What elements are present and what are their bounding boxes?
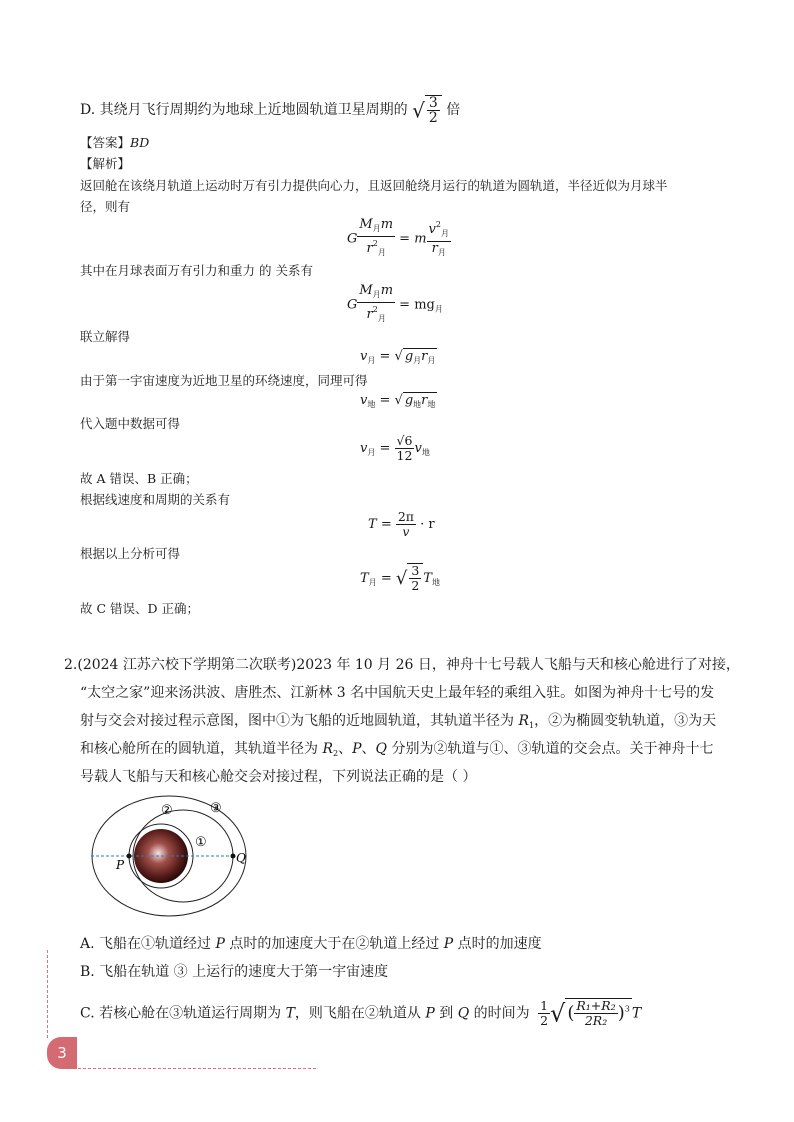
question2-line5: 号载人飞船与天和核心舱交会对接过程，下列说法正确的是（ ） bbox=[80, 769, 477, 785]
analysis-p9: 故 C 错误、D 正确； bbox=[80, 601, 200, 616]
option-a: A. 飞船在①轨道经过 P 点时的加速度大于在②轨道上经过 P 点时的加速度 bbox=[80, 936, 542, 952]
frac-den: 2 bbox=[428, 110, 438, 126]
page-deco-horizontal bbox=[78, 1068, 316, 1069]
formula-period-ratio: $T_月$ = √ $\frac{3}{2}$ $T_地$ bbox=[360, 563, 440, 593]
analysis-p1b: 径，则有 bbox=[80, 199, 131, 214]
option-b: B. 飞船在轨道 ③ 上运行的速度大于第一宇宙速度 bbox=[80, 964, 389, 980]
analysis-p3: 联立解得 bbox=[80, 329, 131, 344]
analysis-p7: 根据线速度和周期的关系有 bbox=[80, 492, 231, 507]
orbit-diagram bbox=[85, 790, 255, 920]
formula-gravity-weight: G $\frac{M_月m}{r^2_月}$ = $mg_月$ bbox=[347, 283, 443, 323]
analysis-p4: 由于第一宇宙速度为近地卫星的环绕速度，同理可得 bbox=[80, 373, 368, 388]
label-p: P bbox=[116, 858, 125, 872]
answer-line bbox=[80, 134, 149, 151]
formula-gravity-centripetal: G $\frac{M_月m}{r^2_月}$ = m $\frac{v^2_月}{r_月}$ bbox=[347, 217, 449, 257]
label-1: ① bbox=[195, 835, 207, 850]
page-number: 3 bbox=[47, 1037, 77, 1069]
analysis-p2: 其中在月球表面万有引力和重力 的 关系有 bbox=[80, 263, 313, 278]
option-c: C. 若核心舱在③轨道运行周期为 T，则飞船在②轨道从 P 到 Q 的时间为 $\frac{1}{2}$ √ ( $\frac{\text{R₁+R₂}}{\text{2R₂}}$ )$^3$ T bbox=[80, 998, 642, 1028]
formula-v-moon: $v_月$ = √ $g_月r_月$ bbox=[360, 349, 436, 365]
formula-period: T = $\frac{2\pi}{v}$ · r bbox=[368, 509, 435, 539]
analysis-p5: 代入题中数据可得 bbox=[80, 416, 181, 431]
question2-line4: 和核心舱所在的圆轨道，其轨道半径为 $R_2$、P、Q 分别为②轨道与①、③轨道的交会点。关于神舟十七 bbox=[80, 741, 714, 758]
analysis-p1a: 返回舱在该绕月轨道上运动时万有引力提供向心力，且返回舱绕月运行的轨道为圆轨道，半径近似为月球半 bbox=[80, 178, 668, 193]
question2-line2: “太空之家”迎来汤洪波、唐胜杰、江新林 3 名中国航天史上最年轻的乘组入驻。如图为神舟十七号的发 bbox=[80, 685, 715, 701]
page-deco-vertical bbox=[47, 950, 48, 1038]
question-number: 2. bbox=[64, 657, 78, 673]
point-p bbox=[127, 854, 132, 859]
point-q bbox=[231, 854, 236, 859]
analysis-label: 【解析】 bbox=[80, 156, 131, 171]
label-2: ② bbox=[161, 803, 173, 818]
frac-num: 3 bbox=[428, 95, 438, 111]
question2-line3: 射与交会对接过程示意图，图中①为飞船的近地圆轨道，其轨道半径为 $R_1$，②为椭圆变轨轨道，③为天 bbox=[80, 713, 717, 730]
option-d bbox=[80, 95, 460, 125]
formula-v-ratio: $v_月$ = $\frac{√6}{12}$ $v_地$ bbox=[360, 433, 430, 463]
answer-label: 【答案】 bbox=[80, 135, 131, 150]
formula-v-earth: $v_地$ = √ $g_地r_地$ bbox=[360, 393, 436, 409]
option-d-suffix: 倍 bbox=[446, 102, 461, 118]
analysis-p8: 根据以上分析可得 bbox=[80, 546, 181, 561]
answer-value: BD bbox=[130, 135, 150, 150]
sqrt-expression: √ $\frac{3}{2}$ bbox=[412, 95, 442, 125]
option-d-text: D. 其绕月飞行周期约为地球上近地圆轨道卫星周期的 bbox=[80, 102, 408, 118]
analysis-p6: 故 A 错误、B 正确； bbox=[80, 471, 198, 486]
question2-line1: 2.(2024 江苏六校下学期第二次联考)2023 年 10 月 26 日，神舟十七号载人飞船与天和核心舱进行了对接， bbox=[64, 657, 740, 673]
label-q: Q bbox=[236, 851, 246, 865]
label-3: ③ bbox=[210, 801, 222, 816]
